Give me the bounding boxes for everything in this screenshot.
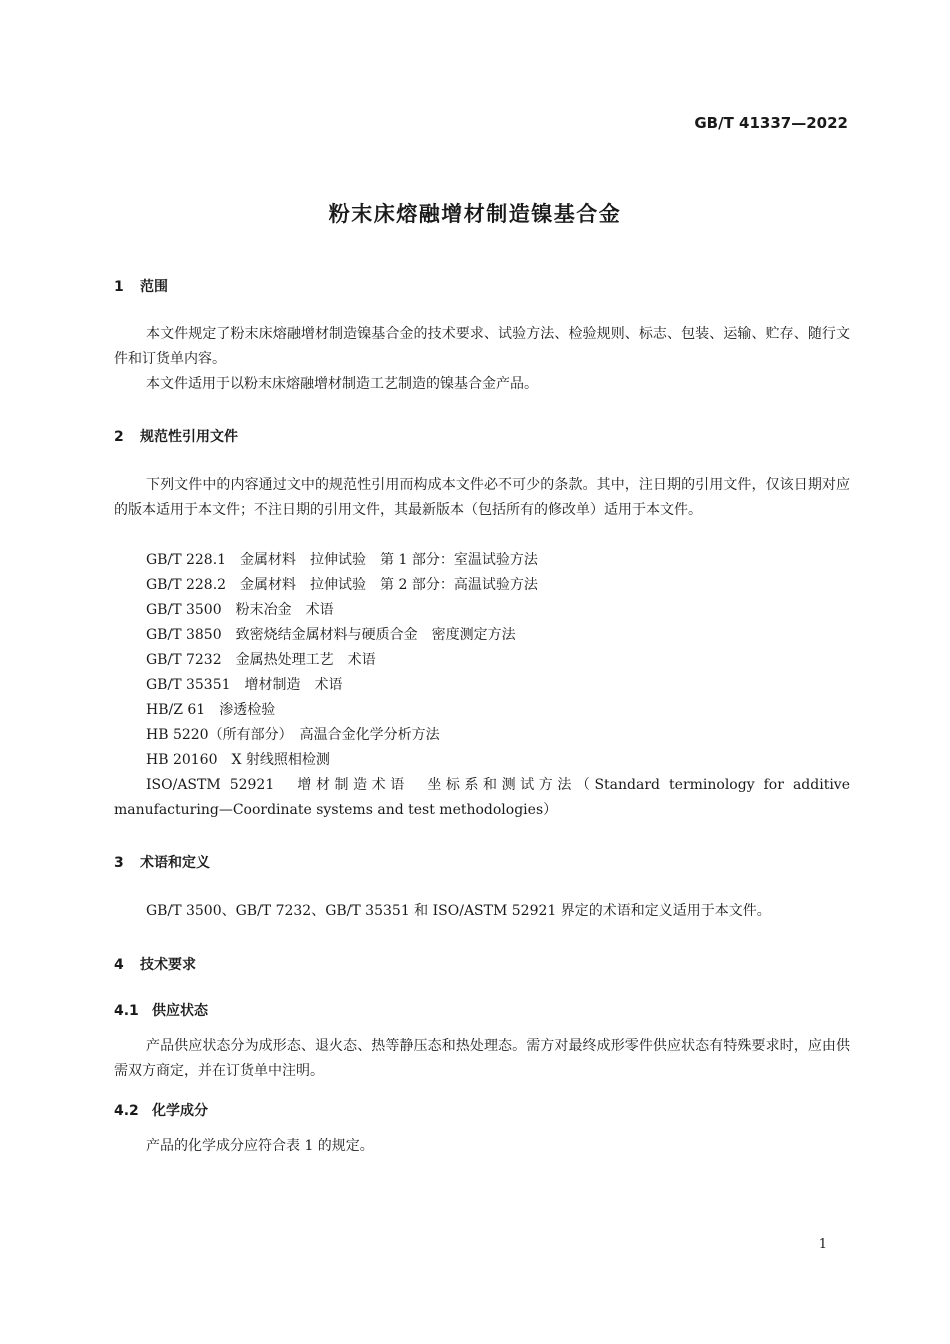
page-number: 1: [818, 1237, 827, 1252]
section-title: 技术要求: [140, 957, 196, 973]
section-2-intro: 下列文件中的内容通过文中的规范性引用而构成本文件必不可少的条款。其中，注日期的引用文件，仅该日期对应的版本适用于本文件；不注日期的引用文件，其最新版本（包括所有的修改单）适用于本文件。: [114, 477, 850, 518]
section-1-heading: [114, 276, 168, 296]
reference-item: GB/T 228.1 金属材料 拉伸试验 第 1 部分：室温试验方法: [146, 552, 538, 568]
section-number: 3: [114, 855, 124, 871]
section-title: 供应状态: [152, 1003, 208, 1019]
standard-number: GB/T 41337—2022: [694, 114, 848, 132]
reference-item: GB/T 3850 致密烧结金属材料与硬质合金 密度测定方法: [146, 627, 516, 643]
section-4-heading: [114, 954, 196, 974]
section-4-1-heading: [114, 1000, 208, 1020]
section-1-paragraph: 本文件规定了粉末床熔融增材制造镍基合金的技术要求、试验方法、检验规则、标志、包装、运输、贮存、随行文件和订货单内容。: [114, 326, 850, 367]
section-title: 化学成分: [152, 1103, 208, 1119]
section-4-1-paragraph: 产品供应状态分为成形态、退火态、热等静压态和热处理态。需方对最终成形零件供应状态有特殊要求时，应由供需双方商定，并在订货单中注明。: [114, 1038, 850, 1079]
document-title: 粉末床熔融增材制造镍基合金: [328, 202, 622, 226]
section-3-heading: [114, 852, 210, 872]
reference-item: HB 20160 X 射线照相检测: [146, 752, 330, 768]
section-2-heading: [114, 426, 238, 446]
reference-item: GB/T 3500 粉末冶金 术语: [146, 602, 334, 618]
reference-item: ISO/ASTM 52921 增材制造术语 坐标系和测试方法（Standard terminology for additive manufacturing—Coordinate systems and test methodologies）: [114, 777, 850, 818]
section-number: 4.1: [114, 1003, 139, 1019]
section-number: 2: [114, 429, 124, 445]
section-title: 范围: [140, 279, 168, 295]
section-number: 1: [114, 279, 124, 295]
reference-item: GB/T 228.2 金属材料 拉伸试验 第 2 部分：高温试验方法: [146, 577, 538, 593]
section-number: 4.2: [114, 1103, 139, 1119]
section-4-2-paragraph: 产品的化学成分应符合表 1 的规定。: [146, 1138, 374, 1154]
section-4-2-heading: [114, 1100, 208, 1120]
reference-item: GB/T 7232 金属热处理工艺 术语: [146, 652, 376, 668]
section-number: 4: [114, 957, 124, 973]
section-3-paragraph: GB/T 3500、GB/T 7232、GB/T 35351 和 ISO/ASTM 52921 界定的术语和定义适用于本文件。: [146, 903, 771, 919]
reference-item: HB 5220（所有部分） 高温合金化学分析方法: [146, 727, 440, 743]
reference-item: GB/T 35351 增材制造 术语: [146, 677, 343, 693]
reference-item: HB/Z 61 渗透检验: [146, 702, 276, 718]
reference-list: [114, 548, 850, 823]
section-title: 规范性引用文件: [140, 429, 238, 445]
section-1-paragraph: 本文件适用于以粉末床熔融增材制造工艺制造的镍基合金产品。: [146, 376, 538, 392]
section-title: 术语和定义: [140, 855, 210, 871]
